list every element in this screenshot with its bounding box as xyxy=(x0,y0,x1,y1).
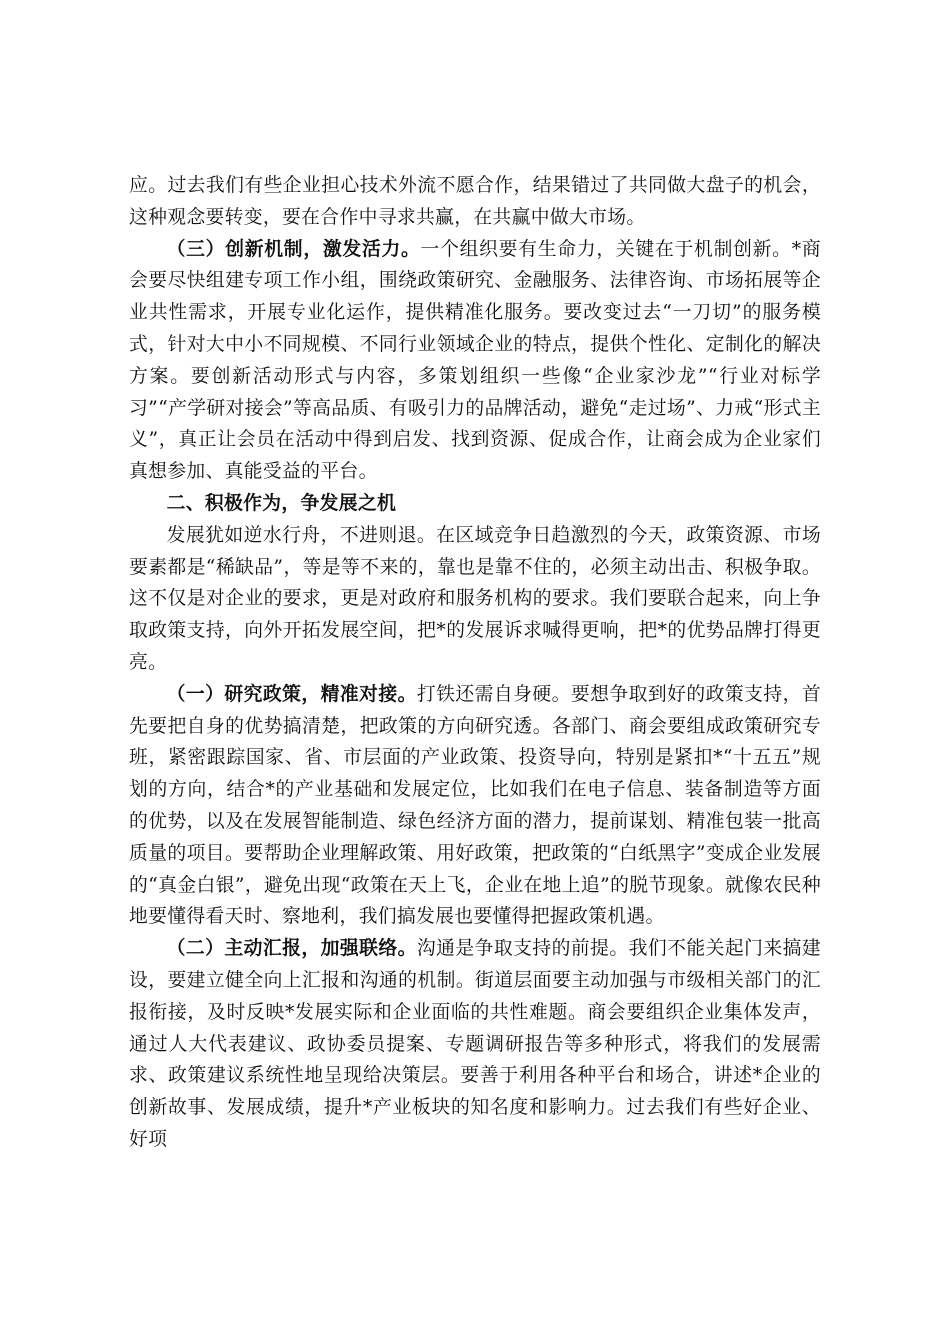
subheading-policy-research: （一）研究政策，精准对接。 xyxy=(166,682,417,705)
document-page xyxy=(129,170,821,1156)
paragraph-development-intro: 发展犹如逆水行舟，不进则退。在区域竞争日趋激烈的今天，政策资源、市场要素都是“稀缺品”，等是等不来的，靠也是靠不住的，必须主动出击、积极争取。这不仅是对企业的要求，更是对政府和服务机构的要求。我们要联合起来，向上争取政策支持，向外开拓发展空间，把*的发展诉求喊得更响，把*的优势品牌打得更亮。 xyxy=(129,524,821,673)
paragraph-continuation: 应。过去我们有些企业担心技术外流不愿合作，结果错过了共同做大盘子的机会，这种观念要转变，要在合作中寻求共赢，在共赢中做大市场。 xyxy=(129,175,821,228)
paragraph-body: 一个组织要有生命力，关键在于机制创新。*商会要尽快组建专项工作小组，围绕政策研究、金融服务、法律咨询、市场拓展等企业共性需求，开展专业化运作，提供精准化服务。要改变过去“一刀切”的服务模式，针对大中小不同规模、不同行业领域企业的特点，提供个性化、定制化的解决方案。要创新活动形式与内容，多策划组织一些像“企业家沙龙”“行业对标学习”“产学研对接会”等高品质、有吸引力的品牌活动，避免“走过场”、力戒“形式主义”，真正让会员在活动中得到启发、找到资源、促成合作，让商会成为企业家们真想参加、真能受益的平台。 xyxy=(129,238,821,483)
paragraph-body: 沟通是争取支持的前提。我们不能关起门来搞建设，要建立健全向上汇报和沟通的机制。街道层面要主动加强与市级相关部门的汇报衔接，及时反映*发展实际和企业面临的共性难题。商会要组织企业集体发声，通过人大代表建议、政协委员提案、专题调研报告等多种形式，将我们的发展需求、政策建议系统性地呈现给决策层。要善于利用各种平台和场合，讲述*企业的创新故事、发展成绩，提升*产业板块的知名度和影响力。过去我们有些好企业、好项 xyxy=(129,938,821,1150)
paragraph-innovation-mechanism xyxy=(129,234,821,488)
paragraph-active-reporting xyxy=(129,933,821,1156)
paragraph-policy-research xyxy=(129,679,821,933)
subheading-innovation-mechanism: （三）创新机制，激发活力。 xyxy=(166,237,421,260)
paragraph-body: 打铁还需自身硬。要想争取到好的政策支持，首先要把自身的优势搞清楚，把政策的方向研究透。各部门、商会要组成政策研究专班，紧密跟踪国家、省、市层面的产业政策、投资导向，特别是紧扣*“十五五”规划的方向，结合*的产业基础和发展定位，比如我们在电子信息、装备制造等方面的优势，以及在发展智能制造、绿色经济方面的潜力，提前谋划、精准包装一批高质量的项目。要帮助企业理解政策、用好政策，把政策的“白纸黑字”变成企业发展的“真金白银”，避免出现“政策在天上飞，企业在地上追”的脱节现象。就像农民种地要懂得看天时、察地利，我们搞发展也要懂得把握政策机遇。 xyxy=(129,683,821,928)
subheading-active-reporting: （二）主动汇报，加强联络。 xyxy=(166,937,417,960)
section-heading-2: 二、积极作为，争发展之机 xyxy=(166,491,397,514)
